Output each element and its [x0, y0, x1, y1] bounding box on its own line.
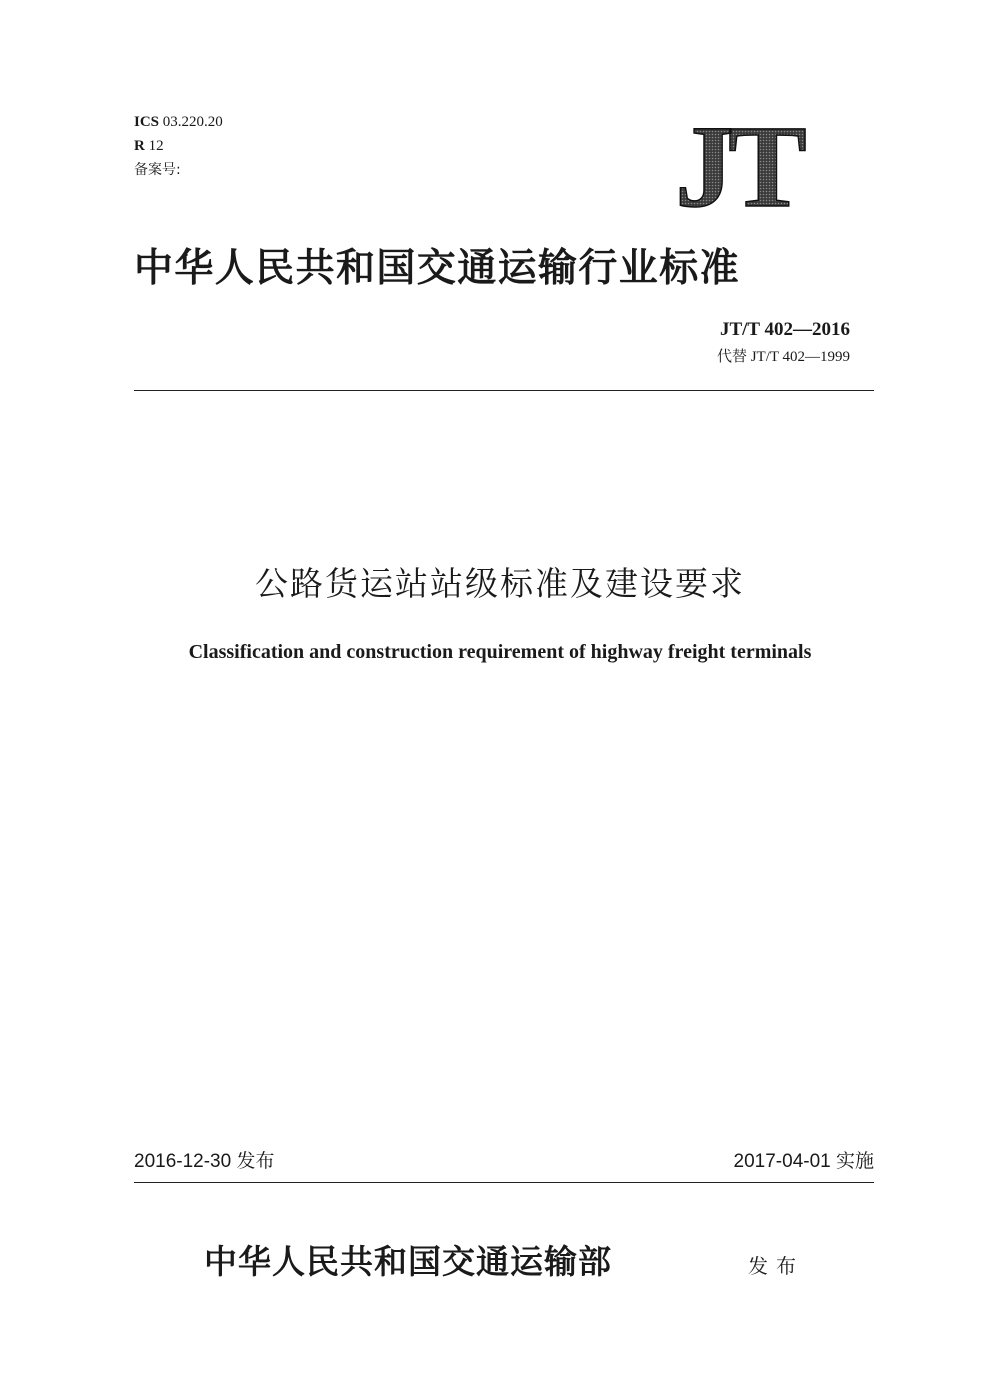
ics-value: 03.220.20: [162, 114, 223, 130]
publisher-name: 中华人民共和国交通运输部: [204, 1242, 612, 1281]
ccs-value: 12: [148, 138, 164, 154]
replaced-standard: 代替 JT/T 402—1999: [716, 349, 850, 365]
industry-standard-title: 中华人民共和国交通运输行业标准: [134, 245, 741, 291]
header-divider: [134, 390, 874, 391]
document-title-chinese: 公路货运站站级标准及建设要求: [255, 564, 745, 603]
filing-number-label: 备案号:: [134, 162, 181, 178]
ics-key: ICS: [134, 114, 160, 130]
ccs-line: [134, 137, 164, 155]
ics-line: [134, 113, 223, 131]
document-title-english: Classification and construction requirement of highway freight terminals: [188, 641, 812, 663]
issue-date: 2016-12-30 发布: [134, 1151, 275, 1172]
footer-divider: [134, 1182, 874, 1183]
jt-logo: [648, 118, 828, 214]
logo-text: JT: [675, 118, 801, 214]
publish-label: 发布: [748, 1254, 804, 1278]
ccs-key: R: [134, 138, 145, 154]
implementation-date: 2017-04-01 实施: [733, 1151, 874, 1172]
standard-code: JT/T 402—2016: [719, 319, 850, 340]
